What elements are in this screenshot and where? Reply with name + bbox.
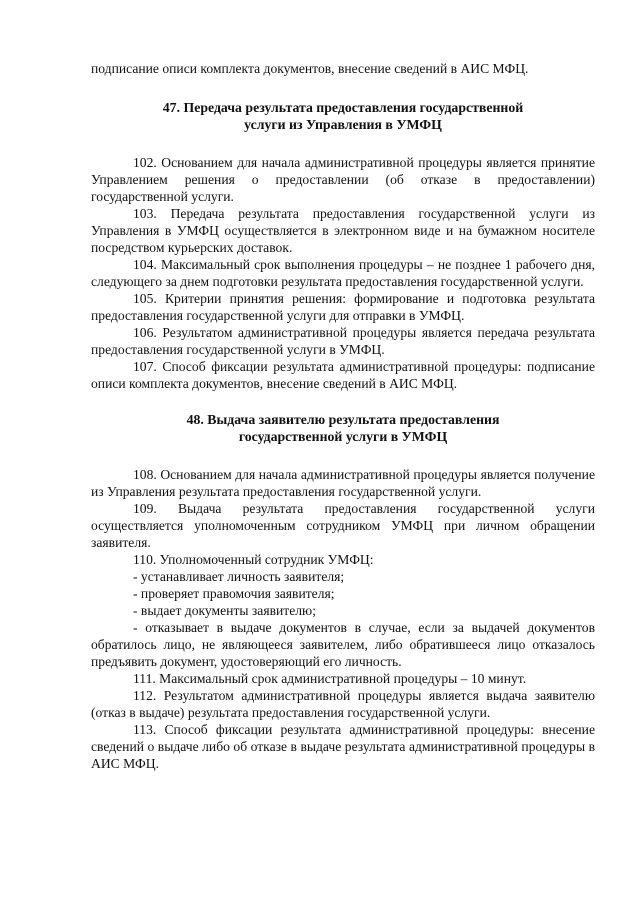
paragraph-109: 109. Выдача результата предоставления государственной услуги осуществляется уполномоченным сотрудником УМФЦ при личном обращении заявителя.	[91, 501, 595, 550]
section-48-heading-line-2: государственной услуги в УМФЦ	[238, 429, 448, 444]
list-item-issue-documents: - выдает документы заявителю;	[133, 603, 316, 618]
paragraph-105: 105. Критерии принятия решения: формирование и подготовка результата предоставления государственной услуги для отправки в УМФЦ.	[91, 291, 595, 323]
document-page	[91, 60, 595, 772]
list-item-identity: - устанавливает личность заявителя;	[133, 569, 345, 584]
section-47-heading	[91, 99, 595, 133]
paragraph-102: 102. Основанием для начала административной процедуры является принятие Управлением решения о предоставлении (об отказе в предоставлении) государственной услуги.	[91, 155, 595, 204]
list-item-refusal: - отказывает в выдаче документов в случае, если за выдачей документов обратилось лицо, не являющееся заявителем, либо обратившееся лицо отказалось предъявить документ, удостоверяющий его личность.	[91, 620, 595, 669]
section-48-heading	[91, 411, 595, 445]
paragraph-108: 108. Основанием для начала административной процедуры является получение из Управления результата предоставления государственной услуги.	[91, 467, 595, 499]
paragraph-113: 113. Способ фиксации результата административной процедуры: внесение сведений о выдаче либо об отказе в выдаче результата административной процедуры в АИС МФЦ.	[91, 722, 595, 771]
list-item-authority: - проверяет правомочия заявителя;	[133, 586, 335, 601]
section-47-heading-line-1: 47. Передача результата предоставления государственной	[162, 100, 524, 115]
lead-line: подписание описи комплекта документов, внесение сведений в АИС МФЦ.	[91, 61, 529, 76]
paragraph-104: 104. Максимальный срок выполнения процедуры – не позднее 1 рабочего дня, следующего за днем подготовки результата предоставления государственной услуги.	[91, 257, 595, 289]
paragraph-107: 107. Способ фиксации результата административной процедуры: подписание описи комплекта документов, внесение сведений в АИС МФЦ.	[91, 359, 595, 391]
paragraph-106: 106. Результатом административной процедуры является передача результата предоставления государственной услуги в УМФЦ.	[91, 325, 595, 357]
section-48-heading-line-1: 48. Выдача заявителю результата предоставления	[186, 412, 500, 427]
paragraph-103: 103. Передача результата предоставления государственной услуги из Управления в УМФЦ осуществляется в электронном виде и на бумажном носителе посредством курьерских доставок.	[91, 206, 595, 255]
section-47-heading-line-2: услуги из Управления в УМФЦ	[244, 117, 442, 132]
paragraph-111: 111. Максимальный срок административной процедуры – 10 минут.	[133, 671, 527, 686]
paragraph-110: 110. Уполномоченный сотрудник УМФЦ:	[133, 552, 374, 567]
paragraph-112: 112. Результатом административной процедуры является выдача заявителю (отказ в выдаче) результата предоставления государственной услуги.	[91, 688, 595, 720]
